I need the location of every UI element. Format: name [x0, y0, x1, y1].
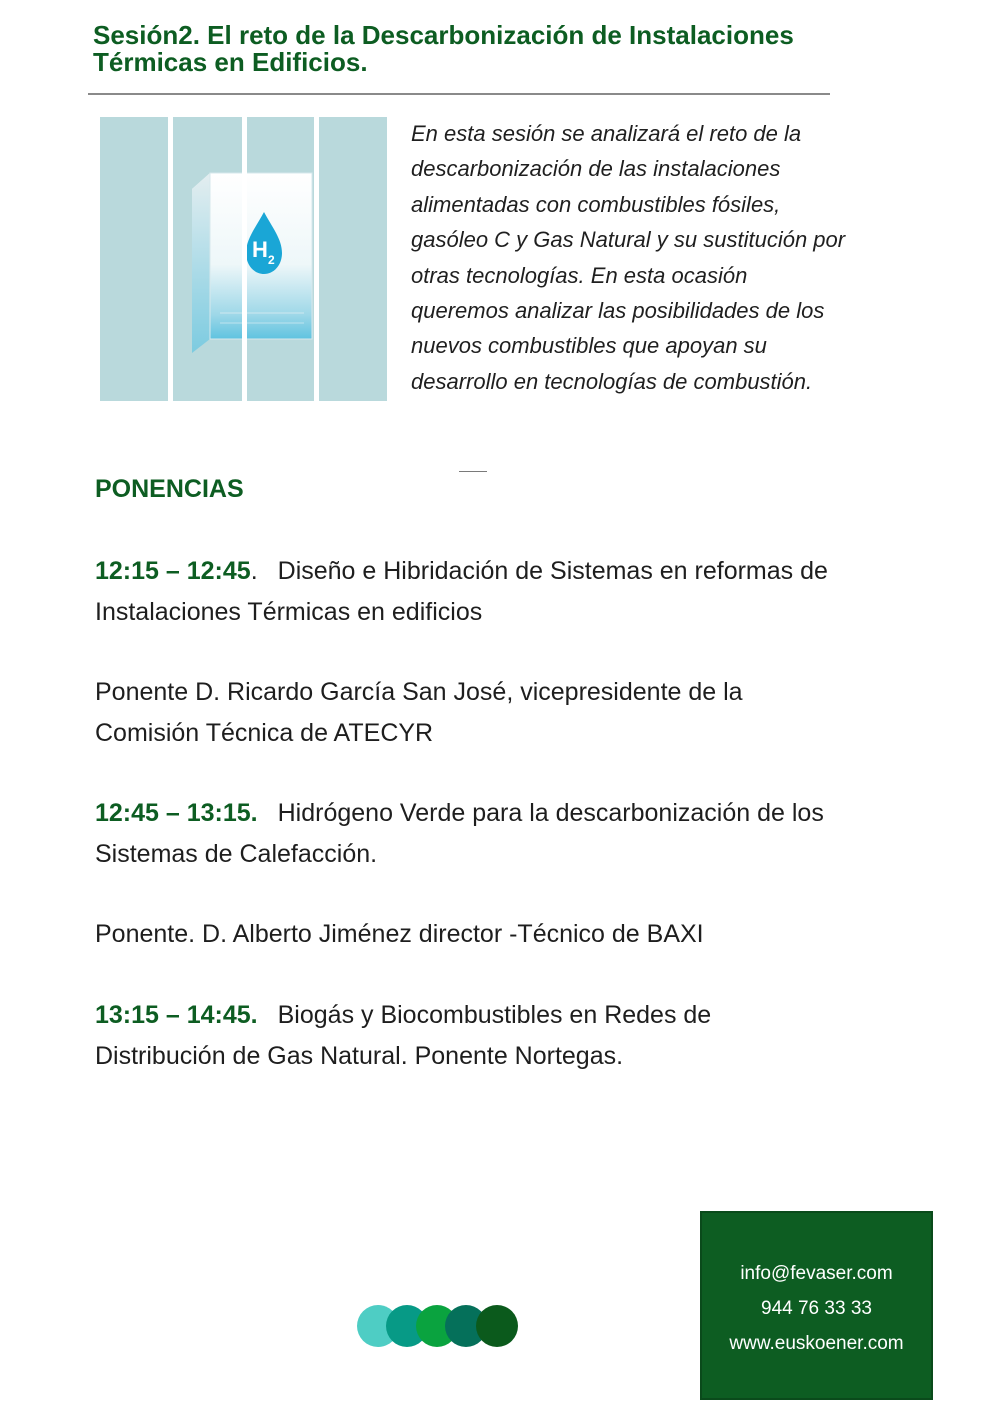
contact-box	[700, 1211, 933, 1400]
h2-label: H	[252, 237, 268, 262]
h2-subscript: 2	[268, 253, 275, 267]
intro-text: En esta sesión se analizará el reto de la descarbonización de las instalaciones alimentadas con combustibles fósiles, gasóleo C y Gas Natural y su sustitución por otras tecnologías. En esta ocasión queremos analizar las posibilidades de los nuevos combustibles que apoyan su desarrollo en tecnologías de combustión.	[411, 121, 846, 394]
hydrogen-boiler-image	[100, 117, 387, 401]
talk-3-time: 13:15 – 14:45.	[95, 1001, 258, 1029]
page-title: Sesión2. El reto de la Descarbonización de Instalaciones Térmicas en Edificios.	[93, 20, 794, 77]
talk-1-speaker: Ponente D. Ricardo García San José, vicepresidente de la Comisión Técnica de ATECYR	[95, 678, 743, 747]
talk-1	[95, 551, 835, 632]
logo-circle-5	[476, 1305, 518, 1347]
talk-3	[95, 995, 835, 1076]
center-divider	[459, 471, 487, 472]
contact-phone[interactable]: 944 76 33 33	[761, 1298, 872, 1319]
talk-3-title: Biogás y Biocombustibles en Redes de Distribución de Gas Natural. Ponente Nortegas.	[95, 1001, 712, 1070]
talk-2-title: Hidrógeno Verde para la descarbonización de los Sistemas de Calefacción.	[95, 799, 824, 868]
hero-image	[100, 117, 387, 401]
contact-website[interactable]: www.euskoener.com	[729, 1333, 904, 1354]
talk-1-punct: .	[250, 557, 258, 585]
talk-2-time: 12:45 – 13:15.	[95, 799, 258, 827]
talk-1-title: Diseño e Hibridación de Sistemas en reformas de Instalaciones Térmicas en edificios	[95, 557, 828, 626]
title-divider	[88, 93, 830, 95]
talk-2-speaker: Ponente. D. Alberto Jiménez director -Técnico de BAXI	[95, 920, 704, 948]
talk-2	[95, 793, 835, 874]
section-heading-ponencias: PONENCIAS	[95, 475, 244, 503]
circles-logo	[356, 1300, 526, 1352]
talk-1-time: 12:15 – 12:45	[95, 557, 251, 585]
contact-email[interactable]: info@fevaser.com	[740, 1263, 893, 1284]
